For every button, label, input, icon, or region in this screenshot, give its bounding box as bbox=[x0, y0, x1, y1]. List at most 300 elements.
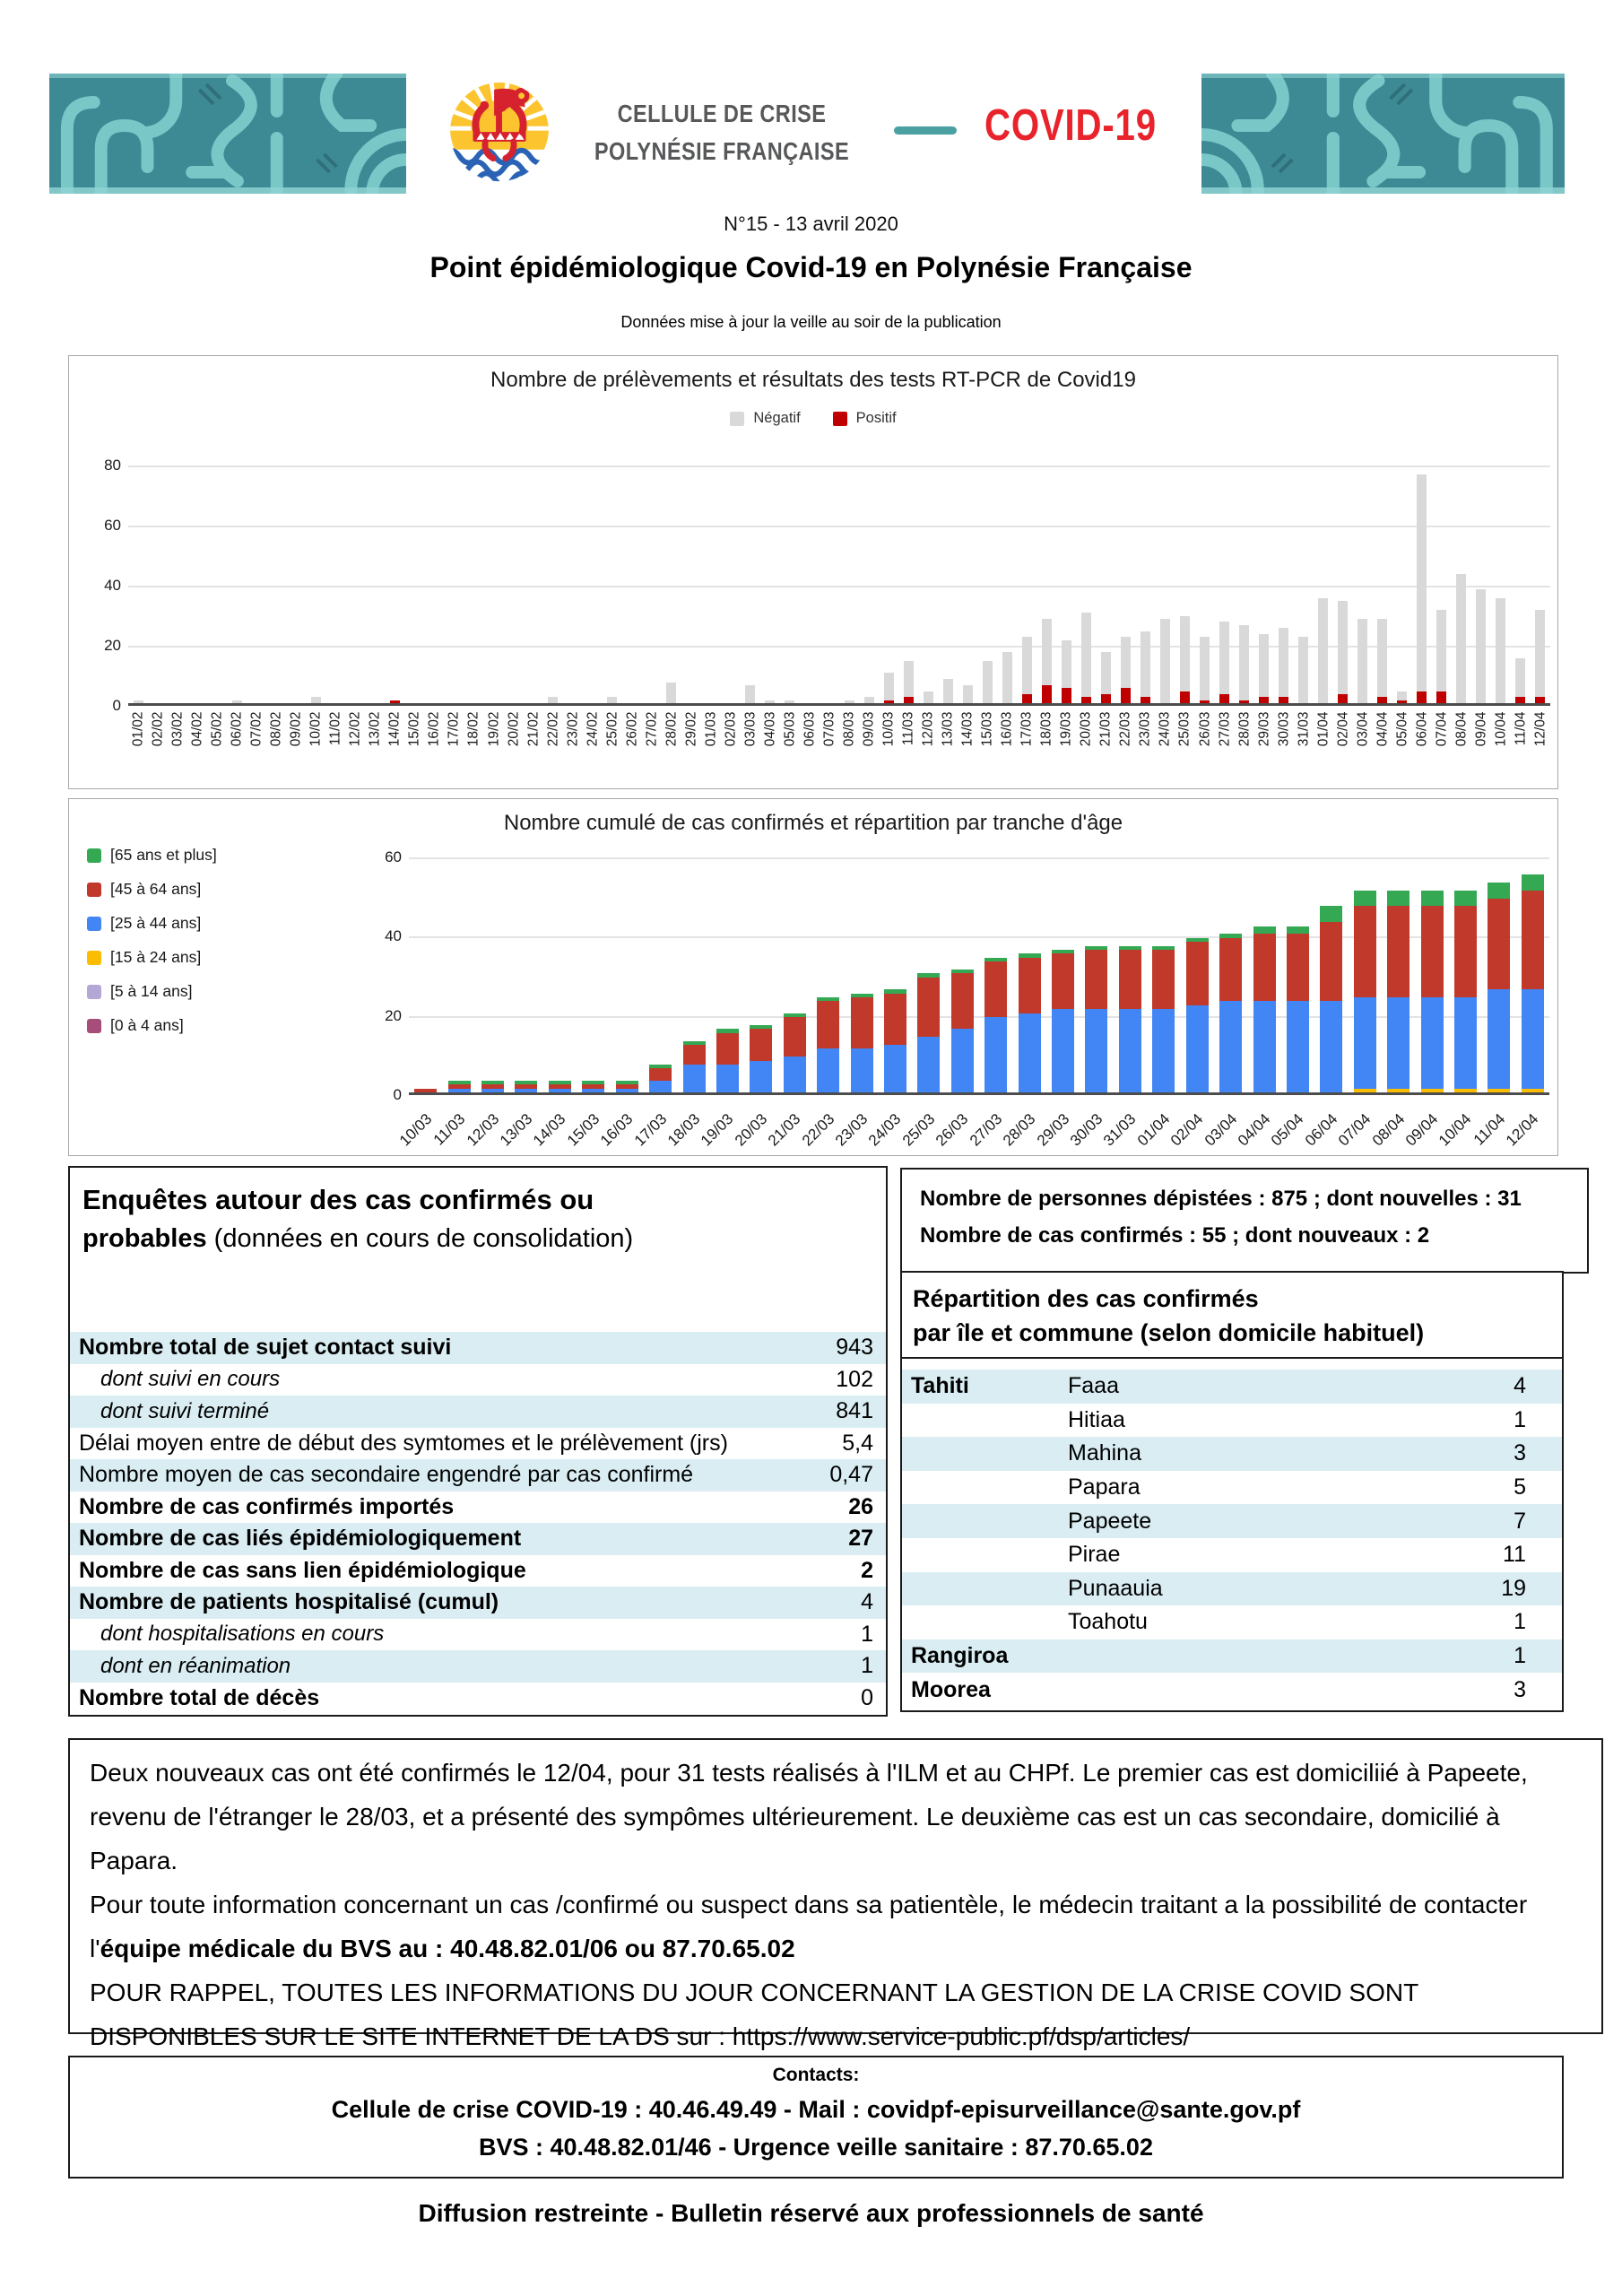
bar-segment bbox=[1253, 934, 1276, 1001]
x-axis-label: 05/04 bbox=[1394, 711, 1410, 747]
bar-segment bbox=[1488, 1089, 1510, 1092]
legend-swatch bbox=[87, 917, 101, 931]
row-value: 26 bbox=[848, 1493, 873, 1519]
x-axis-label: 29/03 bbox=[1256, 711, 1272, 747]
x-axis-label: 05/02 bbox=[209, 711, 225, 747]
testing-summary-box bbox=[900, 1168, 1589, 1274]
x-axis-label: 12/04 bbox=[1503, 1109, 1542, 1150]
x-axis-label: 20/03 bbox=[731, 1109, 771, 1150]
bar-segment bbox=[1287, 926, 1309, 935]
row-value: 0,47 bbox=[829, 1462, 873, 1488]
x-axis-label: 17/03 bbox=[630, 1109, 670, 1150]
x-axis-label: 04/04 bbox=[1234, 1109, 1274, 1150]
org-name-line1: CELLULE DE CRISE bbox=[617, 100, 827, 127]
legend-item bbox=[833, 410, 897, 427]
bar-segment bbox=[1180, 616, 1190, 691]
bar-segment bbox=[1515, 658, 1525, 698]
row-label: Délai moyen entre de début des symtomes et le prélèvement (jrs) bbox=[79, 1430, 728, 1456]
bar-segment bbox=[1219, 694, 1229, 703]
bar-segment bbox=[1488, 989, 1510, 1089]
bar-segment bbox=[1354, 1089, 1376, 1092]
legend-label: [5 à 14 ans] bbox=[110, 982, 193, 1000]
row-value: 0 bbox=[861, 1684, 873, 1710]
bar-segment bbox=[1488, 899, 1510, 990]
y-axis-tick: 60 bbox=[385, 848, 402, 865]
bar-segment bbox=[1535, 697, 1545, 703]
chart-age-legend bbox=[87, 846, 217, 1035]
x-axis-label: 10/04 bbox=[1436, 1109, 1475, 1150]
x-axis-label: 11/04 bbox=[1470, 1109, 1509, 1149]
value-cell: 4 bbox=[1514, 1373, 1526, 1399]
bar-segment bbox=[683, 1065, 706, 1092]
row-label: Nombre total de sujet contact suivi bbox=[79, 1335, 452, 1361]
x-axis-label: 18/03 bbox=[664, 1109, 704, 1150]
bar-01/04 bbox=[1318, 598, 1328, 703]
bar-05/03 bbox=[785, 700, 794, 703]
x-axis-label: 07/04 bbox=[1434, 711, 1450, 747]
bar-02/04 bbox=[1186, 938, 1209, 1092]
bar-segment bbox=[884, 673, 894, 700]
bar-13/03 bbox=[943, 679, 953, 703]
bar-segment bbox=[1456, 574, 1466, 703]
legend-label: [0 à 4 ans] bbox=[110, 1016, 184, 1034]
bar-06/04 bbox=[1417, 474, 1427, 703]
x-axis-label: 17/03 bbox=[1019, 711, 1035, 747]
bar-segment bbox=[1421, 997, 1444, 1089]
bar-14/02 bbox=[390, 700, 400, 703]
bar-14/03 bbox=[963, 685, 973, 703]
x-axis-label: 22/03 bbox=[1117, 711, 1133, 747]
bar-segment bbox=[1200, 700, 1210, 703]
bar-06/02 bbox=[232, 700, 242, 703]
bar-segment bbox=[607, 697, 617, 703]
bar-segment bbox=[963, 685, 973, 703]
contacts-title: Contacts: bbox=[772, 2065, 860, 2085]
x-axis-label: 08/03 bbox=[841, 711, 857, 747]
commune-cell: Punaauia bbox=[1068, 1575, 1163, 1601]
x-axis-label: 18/03 bbox=[1038, 711, 1054, 747]
bar-segment bbox=[1488, 883, 1510, 899]
table-row bbox=[902, 1572, 1562, 1606]
x-axis-label: 02/02 bbox=[150, 711, 166, 747]
bar-segment bbox=[649, 1068, 672, 1080]
bar-segment bbox=[716, 1033, 739, 1065]
table-row bbox=[902, 1370, 1562, 1404]
bar-segment bbox=[924, 691, 933, 703]
row-label: dont suivi en cours bbox=[100, 1367, 281, 1392]
bar-segment bbox=[1042, 685, 1052, 703]
x-axis-label: 28/02 bbox=[664, 711, 680, 747]
bar-28/02 bbox=[666, 683, 676, 704]
bar-28/03 bbox=[1019, 953, 1041, 1092]
bar-23/03 bbox=[851, 994, 873, 1092]
bar-segment bbox=[1421, 906, 1444, 997]
bar-segment bbox=[1387, 997, 1409, 1089]
table-row bbox=[902, 1471, 1562, 1505]
distribution-rows bbox=[902, 1370, 1562, 1707]
legend-swatch bbox=[87, 848, 101, 863]
bar-19/03 bbox=[716, 1029, 739, 1092]
bar-segment bbox=[845, 700, 854, 703]
bar-07/04 bbox=[1436, 610, 1446, 703]
row-value: 5,4 bbox=[842, 1430, 873, 1456]
bar-segment bbox=[1320, 906, 1342, 922]
y-axis-tick: 0 bbox=[112, 697, 121, 714]
legend-label: [45 à 64 ans] bbox=[110, 880, 202, 898]
table-row bbox=[70, 1492, 886, 1524]
bar-segment bbox=[864, 697, 874, 703]
chart-rtpcr-tests bbox=[68, 355, 1558, 789]
table-row bbox=[902, 1605, 1562, 1639]
bar-segment bbox=[232, 700, 242, 703]
investigations-table-title bbox=[70, 1168, 886, 1257]
bar-segment bbox=[1436, 610, 1446, 691]
x-axis-label: 09/04 bbox=[1401, 1109, 1442, 1150]
bar-segment bbox=[1387, 906, 1409, 997]
x-axis-label: 24/02 bbox=[585, 711, 601, 747]
x-axis-label: 01/04 bbox=[1315, 711, 1331, 747]
bar-segment bbox=[616, 1089, 638, 1092]
bar-segment bbox=[884, 700, 894, 703]
x-axis-label: 19/02 bbox=[486, 711, 501, 747]
bar-segment bbox=[390, 700, 400, 703]
bar-29/03 bbox=[1259, 634, 1269, 703]
y-axis-tick: 20 bbox=[104, 636, 121, 654]
legend-swatch bbox=[87, 883, 101, 897]
bar-12/03 bbox=[924, 691, 933, 703]
table-row bbox=[70, 1459, 886, 1492]
x-axis-label: 12/04 bbox=[1532, 711, 1548, 747]
bar-segment bbox=[1377, 619, 1387, 697]
bar-segment bbox=[1253, 1001, 1276, 1092]
row-value: 2 bbox=[861, 1557, 873, 1583]
table-row bbox=[70, 1683, 886, 1715]
commune-cell: Toahotu bbox=[1068, 1609, 1148, 1635]
bar-segment bbox=[1219, 622, 1229, 694]
bar-12/04 bbox=[1535, 610, 1545, 703]
bar-segment bbox=[1259, 634, 1269, 697]
bar-segment bbox=[1121, 688, 1131, 703]
bar-20/03 bbox=[750, 1025, 772, 1092]
bar-segment bbox=[851, 1048, 873, 1092]
value-cell: 3 bbox=[1514, 1440, 1526, 1466]
bar-28/03 bbox=[1239, 625, 1249, 703]
x-axis-label: 07/03 bbox=[821, 711, 837, 747]
bar-segment bbox=[1019, 1013, 1041, 1092]
bar-25/03 bbox=[917, 973, 940, 1092]
x-axis-label: 25/03 bbox=[898, 1109, 939, 1150]
update-paragraph-2: Pour toute information concernant un cas /confirmé ou suspect dans sa patientèle, le médecin traitant a la possibilité de contacter l'équipe médicale du BVS au : 40.48.82.01/06 ou 87.70.65.02 bbox=[90, 1891, 1528, 1962]
table-row bbox=[70, 1650, 886, 1683]
bar-segment bbox=[750, 1029, 772, 1060]
gridline bbox=[128, 646, 1550, 648]
bar-19/03 bbox=[1062, 640, 1071, 703]
table-row bbox=[70, 1364, 886, 1396]
x-axis-label: 18/02 bbox=[465, 711, 481, 747]
bar-20/03 bbox=[1081, 613, 1091, 703]
bar-10/04 bbox=[1454, 891, 1477, 1092]
legend-item bbox=[730, 410, 800, 427]
investigations-title-line1: Enquêtes autour des cas confirmés ou bbox=[82, 1184, 594, 1215]
bar-segment bbox=[1239, 625, 1249, 700]
bar-segment bbox=[1515, 697, 1525, 703]
x-axis-label: 07/04 bbox=[1335, 1109, 1375, 1150]
bar-24/03 bbox=[1160, 619, 1170, 703]
x-axis-label: 13/03 bbox=[496, 1109, 536, 1150]
table-row bbox=[70, 1428, 886, 1460]
bar-segment bbox=[1535, 610, 1545, 697]
x-axis-label: 08/04 bbox=[1368, 1109, 1409, 1150]
plot-area bbox=[409, 849, 1549, 1095]
bar-segment bbox=[1253, 926, 1276, 935]
x-axis-label: 01/04 bbox=[1133, 1109, 1174, 1150]
bar-18/03 bbox=[683, 1041, 706, 1092]
daily-update-text bbox=[68, 1738, 1603, 2050]
bar-segment bbox=[904, 697, 914, 703]
bar-10/03 bbox=[884, 673, 894, 703]
bar-segment bbox=[1287, 934, 1309, 1001]
x-axis-label: 30/03 bbox=[1066, 1109, 1106, 1150]
x-axis-label: 02/04 bbox=[1167, 1109, 1207, 1150]
bar-segment bbox=[785, 700, 794, 703]
bar-segment bbox=[1180, 691, 1190, 703]
polynesian-pattern-right bbox=[1201, 74, 1565, 194]
bar-segment bbox=[548, 697, 558, 703]
x-axis-label: 06/04 bbox=[1414, 711, 1430, 747]
bar-segment bbox=[1042, 619, 1052, 685]
gridline bbox=[409, 936, 1549, 938]
bar-01/04 bbox=[1152, 946, 1175, 1092]
island-cell: Rangiroa bbox=[911, 1643, 1009, 1669]
x-axis-label: 10/02 bbox=[308, 711, 324, 747]
bar-15/03 bbox=[983, 661, 993, 703]
bar-17/03 bbox=[1022, 637, 1032, 703]
bar-segment bbox=[1022, 637, 1032, 694]
x-axis-label: 28/03 bbox=[1236, 711, 1253, 747]
bar-segment bbox=[448, 1089, 471, 1092]
y-axis-tick: 40 bbox=[385, 927, 402, 945]
x-axis-label: 15/02 bbox=[406, 711, 422, 747]
bar-segment bbox=[983, 661, 993, 703]
bar-11/04 bbox=[1515, 658, 1525, 703]
x-axis-label: 19/03 bbox=[698, 1109, 737, 1150]
polynesie-francaise-emblem bbox=[447, 77, 552, 196]
table-row bbox=[70, 1332, 886, 1364]
gridline bbox=[128, 586, 1550, 587]
x-axis-label: 29/03 bbox=[1033, 1109, 1072, 1150]
x-axis-label: 14/03 bbox=[959, 711, 976, 747]
restricted-diffusion-footer: Diffusion restreinte - Bulletin réservé aux professionnels de santé bbox=[418, 2199, 1204, 2227]
bar-segment bbox=[414, 1089, 437, 1092]
commune-cell: Faaa bbox=[1068, 1373, 1119, 1399]
page-subtitle: Données mise à jour la veille au soir de la publication bbox=[620, 313, 1002, 331]
org-name bbox=[560, 95, 883, 170]
bar-18/03 bbox=[1042, 619, 1052, 703]
bar-segment bbox=[851, 997, 873, 1049]
y-axis-tick: 40 bbox=[104, 576, 121, 594]
bar-segment bbox=[1436, 691, 1446, 703]
value-cell: 19 bbox=[1501, 1575, 1526, 1601]
bar-segment bbox=[1354, 906, 1376, 997]
row-label: dont suivi terminé bbox=[100, 1398, 270, 1423]
x-axis-label: 08/04 bbox=[1453, 711, 1470, 747]
legend-swatch bbox=[730, 412, 744, 426]
bar-segment bbox=[311, 697, 321, 703]
legend-item bbox=[87, 914, 217, 933]
row-label: Nombre de cas sans lien épidémiologique bbox=[79, 1557, 526, 1583]
summary-confirmed: Nombre de cas confirmés : 55 ; dont nouveaux : 2 bbox=[920, 1223, 1430, 1248]
x-axis-label: 09/03 bbox=[861, 711, 877, 747]
row-label: dont hospitalisations en cours bbox=[100, 1622, 385, 1647]
legend-label: [25 à 44 ans] bbox=[110, 914, 202, 932]
header-dash bbox=[894, 126, 957, 135]
x-axis-label: 01/02 bbox=[130, 711, 146, 747]
bar-13/03 bbox=[515, 1081, 537, 1092]
legend-item bbox=[87, 982, 217, 1001]
row-value: 102 bbox=[836, 1366, 873, 1392]
bar-segment bbox=[582, 1089, 604, 1092]
x-axis-label: 04/02 bbox=[189, 711, 205, 747]
summary-tested: Nombre de personnes dépistées : 875 ; dont nouvelles : 31 bbox=[920, 1187, 1522, 1211]
x-axis-label: 17/02 bbox=[446, 711, 462, 747]
contacts-crisis-line: Cellule de crise COVID-19 : 40.46.49.49 - Mail : covidpf-episurveillance@sante.gov.pf bbox=[331, 2096, 1301, 2123]
x-axis-label: 21/03 bbox=[765, 1109, 804, 1150]
x-axis-label: 10/03 bbox=[395, 1109, 436, 1150]
bar-segment bbox=[1279, 697, 1288, 703]
bar-segment bbox=[1200, 637, 1210, 700]
bar-segment bbox=[1522, 989, 1544, 1089]
bar-segment bbox=[1279, 628, 1288, 697]
bar-segment bbox=[1338, 694, 1348, 703]
x-axis-label: 16/03 bbox=[999, 711, 1015, 747]
x-axis-label: 03/02 bbox=[169, 711, 186, 747]
row-value: 27 bbox=[848, 1526, 873, 1552]
value-cell: 3 bbox=[1514, 1676, 1526, 1702]
x-axis-label: 21/03 bbox=[1097, 711, 1114, 747]
bar-12/04 bbox=[1522, 874, 1544, 1092]
x-axis-label: 13/03 bbox=[940, 711, 956, 747]
x-axis-label: 12/03 bbox=[463, 1109, 502, 1150]
bar-segment bbox=[884, 994, 906, 1046]
legend-label: Positif bbox=[855, 410, 897, 426]
row-label: dont en réanimation bbox=[100, 1653, 291, 1678]
bar-segment bbox=[1354, 891, 1376, 907]
bar-segment bbox=[1085, 950, 1107, 1009]
bar-segment bbox=[1081, 613, 1091, 697]
bar-30/03 bbox=[1279, 628, 1288, 703]
row-label: Nombre total de décès bbox=[79, 1684, 320, 1710]
distribution-table bbox=[900, 1271, 1564, 1712]
commune-cell: Papeete bbox=[1068, 1508, 1152, 1534]
x-axis-label: 19/03 bbox=[1058, 711, 1074, 747]
x-axis-label: 11/04 bbox=[1513, 711, 1529, 746]
x-axis-label: 05/04 bbox=[1268, 1109, 1307, 1150]
bar-segment bbox=[1019, 958, 1041, 1013]
x-axis-label: 16/03 bbox=[597, 1109, 637, 1150]
x-axis-label: 13/02 bbox=[367, 711, 383, 747]
bar-segment bbox=[1387, 1089, 1409, 1092]
bar-segment bbox=[1421, 891, 1444, 907]
bar-segment bbox=[1522, 891, 1544, 990]
bar-segment bbox=[1062, 688, 1071, 703]
x-axis-label: 22/03 bbox=[798, 1109, 838, 1150]
commune-cell: Hitiaa bbox=[1068, 1406, 1125, 1432]
gridline bbox=[128, 526, 1550, 527]
x-axis-label: 07/02 bbox=[248, 711, 265, 747]
chart-age-distribution bbox=[68, 798, 1558, 1156]
bar-05/04 bbox=[1397, 691, 1407, 703]
bar-segment bbox=[1141, 697, 1150, 703]
bar-segment bbox=[817, 1048, 839, 1092]
row-label: Nombre de cas liés épidémiologiquement bbox=[79, 1526, 522, 1552]
gridline bbox=[409, 857, 1549, 859]
legend-item bbox=[87, 948, 217, 967]
bar-segment bbox=[1101, 694, 1111, 703]
bar-09/04 bbox=[1421, 891, 1444, 1092]
x-axis-label: 11/02 bbox=[327, 711, 343, 746]
issue-number: N°15 - 13 avril 2020 bbox=[724, 213, 898, 235]
x-axis-label: 03/04 bbox=[1201, 1109, 1240, 1150]
x-axis-label: 20/03 bbox=[1078, 711, 1094, 747]
bar-segment bbox=[884, 1045, 906, 1092]
bar-03/03 bbox=[745, 685, 755, 703]
x-axis-label: 20/02 bbox=[506, 711, 522, 747]
bar-segment bbox=[1397, 691, 1407, 700]
table-row bbox=[70, 1396, 886, 1428]
bar-10/02 bbox=[311, 697, 321, 703]
x-axis-label: 02/03 bbox=[723, 711, 739, 747]
bar-11/03 bbox=[904, 661, 914, 703]
bar-15/03 bbox=[582, 1081, 604, 1092]
x-axis-label: 22/02 bbox=[545, 711, 561, 747]
x-axis-label: 30/03 bbox=[1276, 711, 1292, 747]
x-axis-label: 12/02 bbox=[347, 711, 363, 747]
investigations-title-line2: probables (données en cours de consolidation) bbox=[82, 1224, 634, 1253]
x-axis-label: 27/03 bbox=[1217, 711, 1233, 747]
bar-segment bbox=[750, 1061, 772, 1092]
bar-21/03 bbox=[784, 1013, 806, 1092]
bar-segment bbox=[1119, 1009, 1141, 1092]
bar-segment bbox=[1119, 950, 1141, 1009]
bar-segment bbox=[784, 1057, 806, 1092]
bar-segment bbox=[1152, 950, 1175, 1009]
bar-segment bbox=[1377, 697, 1387, 703]
bar-segment bbox=[1320, 922, 1342, 1001]
x-axis-label: 21/02 bbox=[525, 711, 542, 747]
bar-segment bbox=[716, 1065, 739, 1092]
bar-04/04 bbox=[1253, 926, 1276, 1092]
bar-segment bbox=[1186, 1005, 1209, 1092]
x-axis-label: 29/02 bbox=[683, 711, 699, 747]
x-axis-label: 10/04 bbox=[1493, 711, 1509, 747]
y-axis-tick: 0 bbox=[393, 1086, 402, 1103]
bar-10/03 bbox=[414, 1089, 437, 1092]
x-axis-label: 27/02 bbox=[644, 711, 660, 747]
bar-31/03 bbox=[1119, 946, 1141, 1092]
bar-segment bbox=[904, 661, 914, 697]
bar-16/03 bbox=[616, 1081, 638, 1092]
bar-29/03 bbox=[1052, 950, 1074, 1092]
bar-segment bbox=[917, 978, 940, 1037]
bar-segment bbox=[1476, 589, 1486, 703]
x-axis-label: 09/04 bbox=[1473, 711, 1489, 747]
x-axis-label: 04/04 bbox=[1375, 711, 1391, 747]
bar-segment bbox=[1387, 891, 1409, 907]
bar-segment bbox=[1081, 697, 1091, 703]
table-row bbox=[70, 1523, 886, 1555]
bar-09/03 bbox=[864, 697, 874, 703]
bar-30/03 bbox=[1085, 946, 1107, 1092]
